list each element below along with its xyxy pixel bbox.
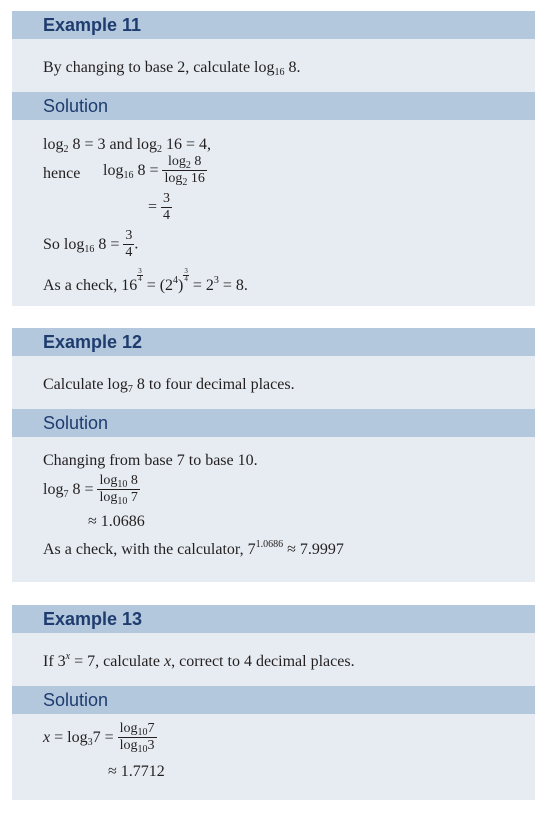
example-11-card — [12, 11, 535, 306]
ex11-line-5-check: As a check, 16 $\frac{3}{4}$ = $(2^4)$ $\frac{3}{4}$ = $2^3 = 8$. — [43, 267, 248, 294]
example-11-question: By changing to base 2, calculate $\log_{16} 8$. — [43, 59, 301, 78]
ex11-fraction-three-quarters: $\frac{3}{4}$ — [163, 191, 171, 223]
ex11-line-1: $\log_2 8 = 3$ and $\log_2 16 = 4$, — [43, 136, 212, 155]
ex12-fraction-log-ratio: $\frac{\log_{10} 8}{\log_{10} 7}$ — [99, 473, 138, 507]
ex11-line-2: $\log_{16} 8$ = $\frac{\log_2 8}{\log_2 16}$ — [103, 154, 205, 188]
ex11-line-4: So $\log_{16} 8$ = $\frac{3}{4}$ . — [43, 228, 139, 260]
ex12-line-1: Changing from base 7 to base 10. — [43, 452, 258, 469]
ex11-hence-label: hence — [43, 165, 81, 182]
example-12-card — [12, 328, 535, 582]
ex11-fraction-answer: $\frac{3}{4}$ — [125, 228, 133, 260]
ex13-line-2-result: ≈ 1.7712 — [108, 763, 165, 780]
ex12-line-3-result: ≈ 1.0686 — [88, 513, 145, 530]
example-13-card — [12, 605, 535, 800]
ex11-line-3: = $\frac{3}{4}$ — [148, 191, 171, 223]
example-12-solution-header: Solution — [12, 409, 535, 437]
example-12-title: Example 12 — [12, 328, 535, 356]
example-11-solution-header: Solution — [12, 92, 535, 120]
ex12-line-4-check: As a check, with the calculator, $7^{1.0686} \approx 7.9997$ — [43, 539, 344, 558]
example-12-question: Calculate $\log_7 8$ to four decimal places. — [43, 376, 295, 395]
example-13-title: Example 13 — [12, 605, 535, 633]
example-13-question: If $3^x = 7$, calculate x, correct to 4 decimal places. — [43, 651, 355, 670]
example-13-solution-header: Solution — [12, 686, 535, 714]
ex11-fraction-log-ratio: $\frac{\log_2 8}{\log_2 16}$ — [164, 154, 205, 188]
example-11-title: Example 11 — [12, 11, 535, 39]
ex13-line-1: $x = \log_37$ = $\frac{\log_{10}7}{\log_{10}3}$ — [43, 721, 155, 755]
ex12-line-2: $\log_7 8$ = $\frac{\log_{10} 8}{\log_{10} 7}$ — [43, 473, 138, 507]
ex13-fraction-log-ratio: $\frac{\log_{10}7}{\log_{10}3}$ — [119, 721, 155, 755]
